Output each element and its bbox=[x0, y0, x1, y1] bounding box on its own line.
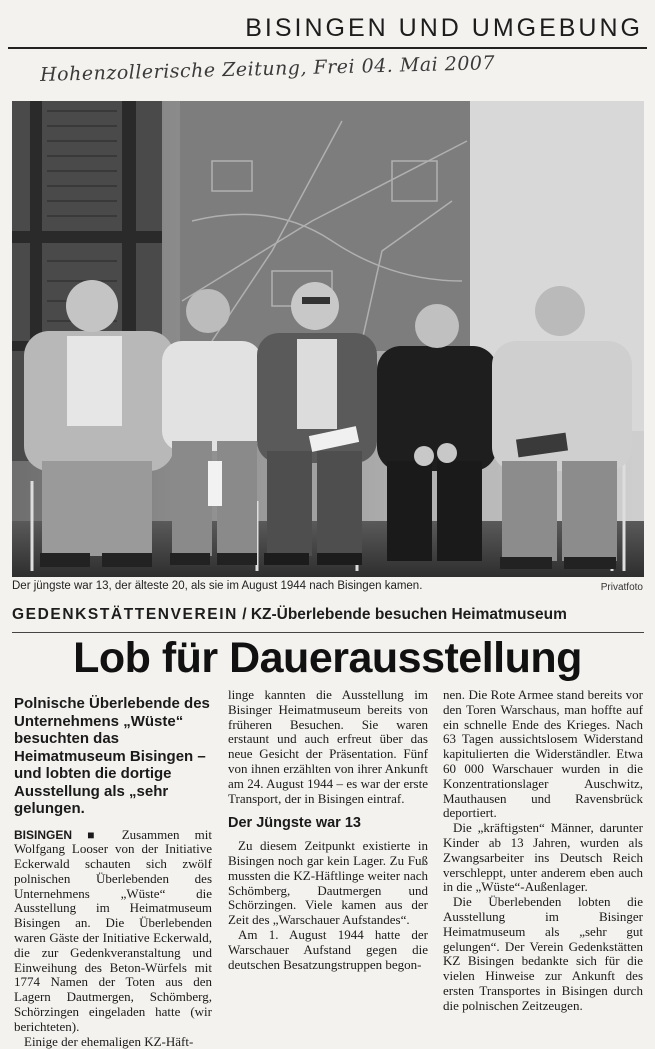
kicker-bar bbox=[12, 606, 644, 633]
kicker-part1: GEDENKSTÄTTENVEREIN bbox=[12, 606, 238, 623]
col2-paragraph-3: Am 1. August 1944 hatte der Warschauer Aufstand gegen die deutschen Besatzungstruppen begon- bbox=[228, 926, 428, 972]
lead-paragraph: Polnische Überlebende des Unternehmens „Wüste“ besuchten das Heimatmuseum Bisingen – und lobten die dortige Ausstellung als „sehr gelungen. bbox=[14, 695, 210, 817]
section-header bbox=[0, 0, 655, 48]
kicker-separator: / bbox=[237, 606, 251, 623]
col2-paragraph-1: linge kannten die Ausstellung im Bisinger Heimatmuseum bereits von früheren Besuchen. Sie waren erstaunt und auch erfreut über das neue Gesicht der Präsentation. Fünf von ihnen erzählten von ihrer Ankunft am 24. August 1944 – es war der erste Transport, der in Bisingen eintraf. bbox=[228, 687, 428, 806]
subheading: Der Jüngste war 13 bbox=[228, 815, 361, 832]
column-1 bbox=[14, 695, 212, 1049]
col3-paragraph-3: Die Überlebenden lobten die Ausstellung im Bisinger Heimatmuseum als „sehr gut gelungen“. Der Verein Gedenkstätten KZ Bisingen bedankte sich für die vielen Hinweise zur Ankunft des ersten Transportes in Bisingen durch die polnischen Zeitzeugen. bbox=[443, 894, 643, 1013]
kicker bbox=[12, 606, 567, 623]
group-photo bbox=[12, 101, 644, 577]
section-title: BISINGEN UND UMGEBUNG bbox=[245, 14, 643, 42]
col1-paragraph-1-text: Zusammen mit Wolfgang Looser von der Initiative Eckerwald schauten sich zwölf polnischen Überlebenden des Unternehmens „Wüste“ die Ausstellung im Heimatmuseum Bisingen an. Die Überlebenden waren Gäste der Initiative Eckerwald, die zur Gedenkveranstaltung und Einweihung des Beton-Würfels mit 1774 Namen der Toten aus den Lagern Dautmergen, Schömberg, Schörzingen eingeladen hatte (wir berichteten). bbox=[14, 826, 212, 1034]
kicker-part2: KZ-Überlebende besuchen Heimatmuseum bbox=[250, 606, 567, 623]
col3-paragraph-2: Die „kräftigsten“ Männer, darunter Kinder ab 13 Jahren, wurden als Zwangsarbeiter ins Deutsch Reich verschleppt, unter anderem eben auch in die „Wüste“-Außenlager. bbox=[443, 820, 643, 895]
dateline: BISINGEN ■ bbox=[14, 827, 107, 842]
col1-paragraph-2: Einige der ehemaligen KZ-Häft- bbox=[24, 1033, 194, 1049]
col3-paragraph-1: nen. Die Rote Armee stand bereits vor den Toren Warschaus, man hoffte auf ein schnelle Ende des Krieges. Nach 63 Tagen aussichtslosem Widerstand kapitulierten die Widerständler. Etwa 60 000 Warschauer wurden in die Konzentrationslager Auschwitz, Mauthausen und Ravensbrück deportiert. bbox=[443, 687, 643, 821]
photo-credit: Privatfoto bbox=[600, 582, 643, 593]
column-3 bbox=[443, 688, 643, 1014]
headline: Lob für Dauerausstellung bbox=[73, 634, 582, 682]
column-2 bbox=[228, 688, 428, 972]
col2-paragraph-2: Zu diesem Zeitpunkt existierte in Bisingen noch gar kein Lager. Zu Fuß mussten die KZ-Häftlinge weiter nach Schömberg, Dautmergen und Schörzingen. Viele kamen aus der Zeit des „Warschauer Aufstandes“. bbox=[228, 838, 428, 928]
photo-caption: Der jüngste war 13, der älteste 20, als sie im August 1944 nach Bisingen kamen. bbox=[12, 580, 423, 592]
handwritten-note: Hohenzollerische Zeitung, Frei 04. Mai 2007 bbox=[39, 52, 496, 86]
col1-paragraph-1 bbox=[14, 828, 212, 1035]
section-rule bbox=[8, 47, 647, 49]
photo-illustration bbox=[12, 101, 644, 577]
